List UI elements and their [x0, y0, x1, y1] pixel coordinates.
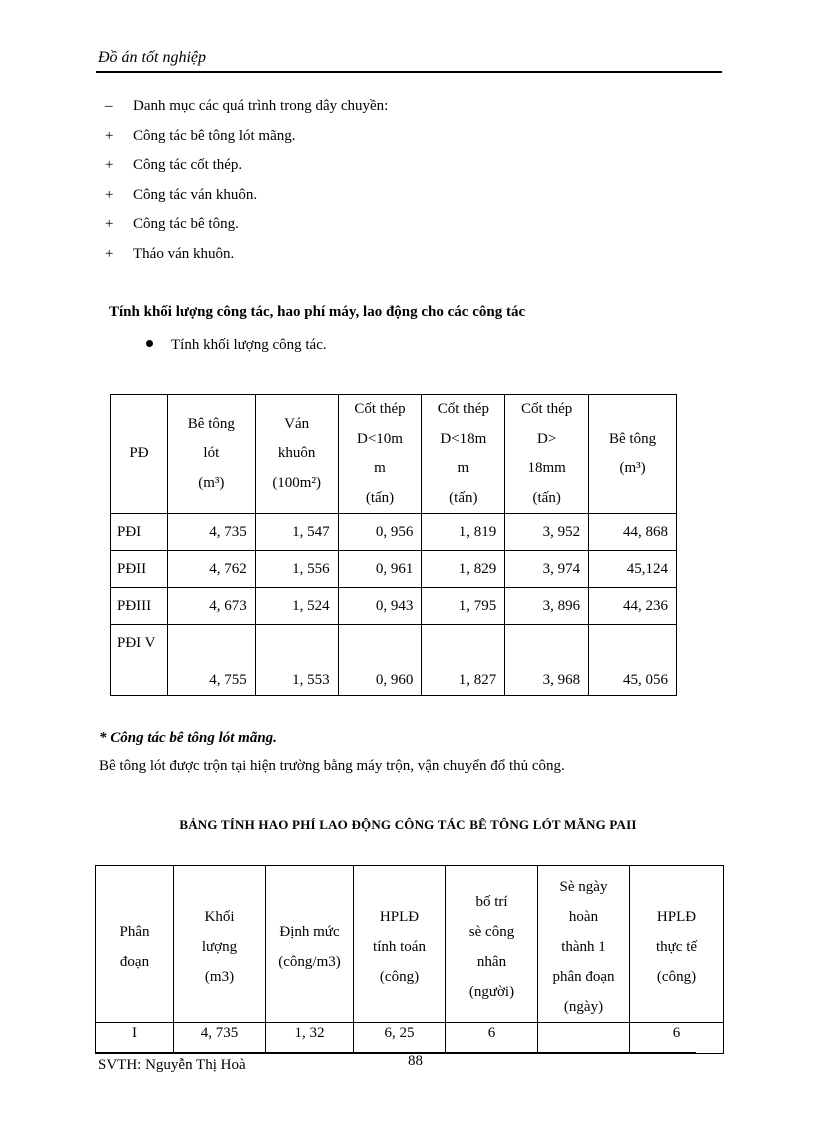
- column-header: [422, 395, 505, 514]
- header-line: D<10m: [357, 430, 403, 447]
- header-line: (m³): [619, 460, 646, 476]
- header-line: D<18m: [440, 430, 487, 447]
- table-row: [96, 1023, 724, 1054]
- header-line: sè công: [468, 924, 515, 940]
- table-title: BẢNG TÍNH HAO PHÍ LAO ĐỘNG CÔNG TÁC BÊ TÔNG LÓT MÃNG PAII: [179, 817, 637, 832]
- table-cell: 1, 553: [255, 625, 338, 696]
- header-line: Định mức: [279, 924, 340, 940]
- table-cell: 0, 961: [338, 551, 422, 588]
- list-item: [105, 244, 388, 274]
- page-number: 88: [408, 1053, 423, 1069]
- header-line: 18mm: [527, 460, 566, 476]
- header-line: tính toán: [373, 939, 426, 955]
- header-line: bố trí: [475, 894, 508, 910]
- table-cell: 4, 755: [167, 625, 255, 696]
- header-line: đoạn: [119, 954, 150, 970]
- bullet-text: Tính khối lượng công tác.: [171, 337, 327, 353]
- bullet-icon: [146, 340, 153, 347]
- column-header: [630, 866, 724, 1023]
- header-line: nhân: [476, 954, 507, 970]
- header-line: (công/m3): [278, 954, 341, 970]
- subheading: * Công tác bê tông lót mãng.: [99, 730, 277, 746]
- header-line: khuôn: [277, 445, 316, 462]
- column-header: [446, 866, 538, 1023]
- table-cell: PĐI: [111, 514, 168, 551]
- header-line: Phân: [119, 924, 150, 940]
- table-row: [111, 514, 677, 551]
- header-line: (người): [468, 984, 515, 1000]
- column-header: [174, 866, 266, 1023]
- header-line: (công): [379, 969, 420, 985]
- header-line: Khối: [204, 909, 235, 925]
- list-text: Công tác cốt thép.: [133, 157, 243, 174]
- table-cell: 4, 735: [167, 514, 255, 551]
- list-marker: +: [105, 157, 114, 174]
- process-list: [105, 96, 388, 274]
- header-line: Ván: [284, 415, 310, 432]
- list-marker: +: [105, 186, 114, 203]
- header-line: (tấn): [532, 489, 561, 506]
- column-header: [354, 866, 446, 1023]
- header-line: (m³): [198, 474, 225, 491]
- column-header: [505, 395, 589, 514]
- table-cell: 1, 819: [422, 514, 505, 551]
- footer-author: SVTH: Nguyễn Thị Hoà: [98, 1057, 246, 1073]
- table-cell: 4, 673: [167, 588, 255, 625]
- header-line: PĐ: [129, 445, 149, 462]
- header-line: hoàn: [568, 909, 599, 925]
- quantity-table: [110, 394, 677, 696]
- table-cell: [538, 1023, 630, 1054]
- table-cell: 45, 056: [589, 625, 677, 696]
- table-cell: 1, 795: [422, 588, 505, 625]
- table-cell: PĐII: [111, 551, 168, 588]
- table-cell: 44, 868: [589, 514, 677, 551]
- list-text: Tháo ván khuôn.: [133, 245, 235, 262]
- list-marker: +: [105, 127, 114, 144]
- list-item: [105, 126, 388, 156]
- table-cell: 1, 547: [255, 514, 338, 551]
- list-text: Công tác bê tông.: [133, 216, 239, 233]
- header-line: Cốt thép: [354, 401, 406, 417]
- column-header: [111, 395, 168, 514]
- table-cell: 6: [446, 1023, 538, 1054]
- table-cell: 0, 943: [338, 588, 422, 625]
- table-cell: 1, 524: [255, 588, 338, 625]
- header-line: thực tế: [655, 939, 698, 955]
- table-cell: 6: [630, 1023, 724, 1054]
- table-cell: 4, 762: [167, 551, 255, 588]
- list-item: [105, 96, 388, 126]
- running-header: Đồ án tốt nghiệp: [98, 49, 206, 66]
- table-row: [111, 625, 677, 696]
- table-cell: 1, 829: [422, 551, 505, 588]
- table-cell: 3, 896: [505, 588, 589, 625]
- column-header: [589, 395, 677, 514]
- table-cell: 1, 556: [255, 551, 338, 588]
- list-marker: +: [105, 216, 114, 233]
- header-line: HPLĐ: [379, 909, 420, 925]
- table-cell: 3, 952: [505, 514, 589, 551]
- list-text: Danh mục các quá trình trong dây chuyền:: [133, 98, 389, 114]
- table-cell: 0, 956: [338, 514, 422, 551]
- column-header: [167, 395, 255, 514]
- header-line: lượng: [201, 939, 238, 955]
- table-header-row: [96, 866, 724, 1023]
- header-line: Bê tông: [608, 430, 657, 447]
- header-line: HPLĐ: [656, 909, 697, 925]
- header-line: phân đoạn: [552, 969, 615, 985]
- header-line: Cốt thép: [437, 401, 489, 417]
- table-cell: PĐIII: [111, 588, 168, 625]
- cell-text: PĐI V: [117, 635, 156, 651]
- paragraph: Bê tông lót được trộn tại hiện trường bằng máy trộn, vận chuyển đổ thủ công.: [99, 758, 565, 774]
- table-cell: 45,124: [589, 551, 677, 588]
- column-header: [266, 866, 354, 1023]
- list-text: Công tác bê tông lót mãng.: [133, 127, 296, 144]
- table-header-row: [111, 395, 677, 514]
- header-line: Cốt thép: [521, 401, 573, 417]
- list-marker: +: [105, 245, 114, 262]
- table-row: [111, 588, 677, 625]
- bullet-item: [146, 337, 327, 354]
- header-line: (m3): [204, 969, 235, 985]
- table-cell: 1, 32: [266, 1023, 354, 1054]
- list-marker: –: [105, 98, 113, 114]
- column-header: [96, 866, 174, 1023]
- table-cell: 0, 960: [338, 625, 422, 696]
- table-cell: 1, 827: [422, 625, 505, 696]
- header-line: Bê tông: [187, 415, 235, 432]
- header-line: lót: [203, 445, 220, 462]
- column-header: [338, 395, 422, 514]
- header-line: (tấn): [365, 489, 395, 506]
- section-title: Tính khối lượng công tác, hao phí máy, lao động cho các công tác: [109, 304, 526, 320]
- header-line: (100m²): [272, 474, 321, 491]
- column-header: [255, 395, 338, 514]
- table-cell: 3, 974: [505, 551, 589, 588]
- header-line: (công): [656, 969, 697, 985]
- header-line: m: [457, 460, 470, 476]
- table-cell: I: [96, 1023, 174, 1054]
- header-line: Sè ngày: [559, 879, 608, 895]
- table-cell: 4, 735: [174, 1023, 266, 1054]
- table-row: [111, 551, 677, 588]
- header-rule: [96, 71, 722, 73]
- list-item: [105, 214, 388, 244]
- table-cell: 44, 236: [589, 588, 677, 625]
- table-cell: 6, 25: [354, 1023, 446, 1054]
- header-line: (tấn): [449, 489, 478, 506]
- header-line: D>: [537, 430, 557, 447]
- footer-rule: [96, 1052, 696, 1054]
- header-line: thành 1: [561, 939, 606, 955]
- table-cell: 3, 968: [505, 625, 589, 696]
- labor-table: [95, 865, 724, 1054]
- column-header: [538, 866, 630, 1023]
- header-line: m: [374, 460, 386, 476]
- list-text: Công tác ván khuôn.: [133, 186, 258, 203]
- header-line: (ngày): [563, 999, 604, 1015]
- table-cell: [111, 625, 168, 696]
- list-item: [105, 185, 388, 215]
- list-item: [105, 155, 388, 185]
